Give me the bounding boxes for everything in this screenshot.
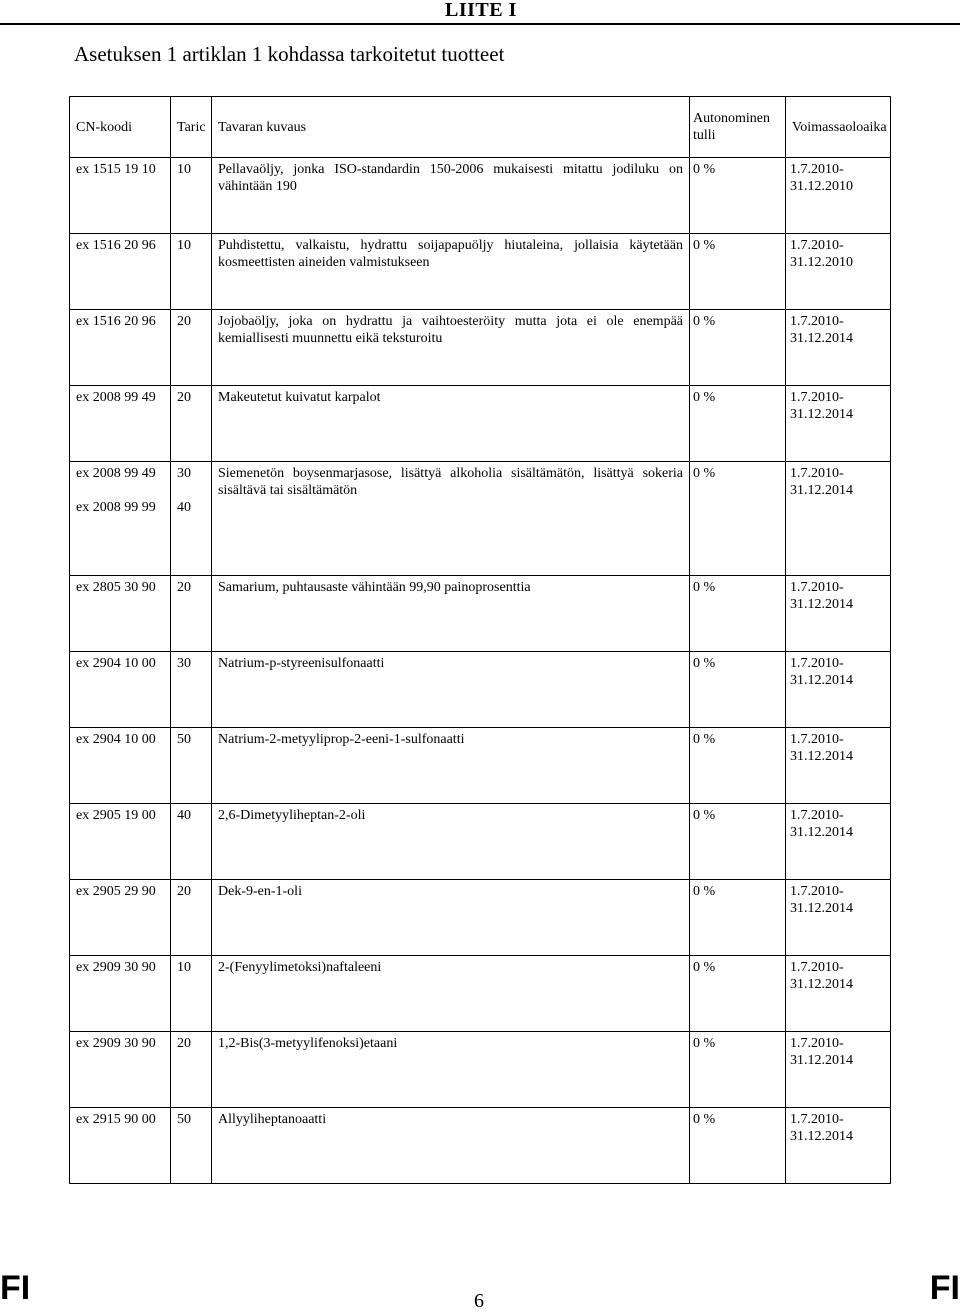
footer-language-right: FI: [929, 1269, 960, 1307]
table-row: [70, 158, 891, 234]
cell-taric: [171, 1108, 212, 1184]
taric-code: 10: [177, 960, 191, 975]
table-row: [70, 386, 891, 462]
cell-autonomous-duty: 0 %: [690, 652, 786, 728]
cn-code: ex 1516 20 96: [76, 238, 156, 253]
cell-autonomous-duty: 0 %: [690, 234, 786, 310]
cell-autonomous-duty: 0 %: [690, 956, 786, 1032]
cell-description: Dek-9-en-1-oli: [212, 880, 690, 956]
cn-code: ex 1516 20 96: [76, 314, 156, 329]
annex-title: LIITE I: [445, 0, 517, 21]
taric-code: 20: [177, 1036, 191, 1051]
cell-validity: 1.7.2010-31.12.2014: [786, 956, 891, 1032]
cell-taric: [171, 652, 212, 728]
header-autonomous-duty: Autonominen tulli: [690, 97, 786, 158]
cn-code: ex 2904 10 00: [76, 656, 156, 671]
cell-validity: 1.7.2010-31.12.2014: [786, 804, 891, 880]
cell-autonomous-duty: 0 %: [690, 1108, 786, 1184]
cell-taric: [171, 462, 212, 576]
cell-description: Samarium, puhtausaste vähintään 99,90 painoprosenttia: [212, 576, 690, 652]
table-row: [70, 462, 891, 576]
cn-code: ex 2905 29 90: [76, 884, 156, 899]
cell-autonomous-duty: 0 %: [690, 576, 786, 652]
taric-code: 10: [177, 162, 191, 177]
table-row: [70, 234, 891, 310]
header-taric: Taric: [171, 97, 212, 158]
header-cn-code: CN-koodi: [70, 97, 171, 158]
cell-taric: [171, 576, 212, 652]
header-validity: Voimassaoloaika: [786, 97, 891, 158]
cn-code: ex 2008 99 99: [76, 500, 156, 515]
cell-autonomous-duty: 0 %: [690, 310, 786, 386]
taric-code: 20: [177, 580, 191, 595]
cell-validity: 1.7.2010-31.12.2014: [786, 576, 891, 652]
document-heading: Asetuksen 1 artiklan 1 kohdassa tarkoitetut tuotteet: [74, 42, 505, 66]
products-table: [69, 96, 891, 1184]
cn-code: ex 2909 30 90: [76, 960, 156, 975]
cn-code: ex 2904 10 00: [76, 732, 156, 747]
taric-code: 30: [177, 656, 191, 671]
cell-autonomous-duty: 0 %: [690, 386, 786, 462]
cell-autonomous-duty: 0 %: [690, 462, 786, 576]
cell-description: Siemenetön boysenmarjasose, lisättyä alkoholia sisältämätön, lisättyä sokeria sisältävä tai sisältämätön: [212, 462, 690, 576]
taric-code: 10: [177, 238, 191, 253]
cell-validity: 1.7.2010-31.12.2014: [786, 386, 891, 462]
cell-autonomous-duty: 0 %: [690, 1032, 786, 1108]
annex-title-rule: [0, 23, 960, 25]
cell-cn-code: [70, 310, 171, 386]
cell-validity: 1.7.2010-31.12.2010: [786, 158, 891, 234]
cell-description: 2-(Fenyylimetoksi)naftaleeni: [212, 956, 690, 1032]
cn-code: ex 2008 99 49: [76, 390, 156, 405]
page-number: 6: [474, 1290, 484, 1312]
cn-code: ex 2909 30 90: [76, 1036, 156, 1051]
cell-description: Natrium-2-metyyliprop-2-eeni-1-sulfonaatti: [212, 728, 690, 804]
cell-description: 1,2-Bis(3-metyylifenoksi)etaani: [212, 1032, 690, 1108]
taric-code: 50: [177, 732, 191, 747]
table-row: [70, 956, 891, 1032]
cell-taric: [171, 234, 212, 310]
header-description: Tavaran kuvaus: [212, 97, 690, 158]
cn-code: ex 2008 99 49: [76, 466, 156, 481]
cell-cn-code: [70, 1108, 171, 1184]
table-row: [70, 1108, 891, 1184]
taric-code: 50: [177, 1112, 191, 1127]
cell-taric: [171, 386, 212, 462]
cell-cn-code: [70, 1032, 171, 1108]
cell-taric: [171, 728, 212, 804]
cell-taric: [171, 956, 212, 1032]
cell-cn-code: [70, 158, 171, 234]
cell-autonomous-duty: 0 %: [690, 804, 786, 880]
footer-language-left: FI: [0, 1269, 31, 1307]
cell-autonomous-duty: 0 %: [690, 158, 786, 234]
table-row: [70, 804, 891, 880]
cell-validity: 1.7.2010-31.12.2014: [786, 462, 891, 576]
cell-description: Jojobaöljy, joka on hydrattu ja vaihtoesteröity mutta jota ei ole enempää kemiallisesti muunnettu eikä teksturoitu: [212, 310, 690, 386]
cell-cn-code: [70, 728, 171, 804]
cell-description: Natrium-p-styreenisulfonaatti: [212, 652, 690, 728]
table-row: [70, 728, 891, 804]
cell-cn-code: [70, 462, 171, 576]
table-body: [70, 158, 891, 1184]
cell-cn-code: [70, 956, 171, 1032]
cell-validity: 1.7.2010-31.12.2010: [786, 234, 891, 310]
cell-description: Pellavaöljy, jonka ISO-standardin 150-2006 mukaisesti mitattu jodiluku on vähintään 190: [212, 158, 690, 234]
cell-validity: 1.7.2010-31.12.2014: [786, 1108, 891, 1184]
table-header-row: [70, 97, 891, 158]
cell-validity: 1.7.2010-31.12.2014: [786, 652, 891, 728]
taric-code: 30: [177, 466, 191, 481]
cell-description: Allyyliheptanoaatti: [212, 1108, 690, 1184]
cell-autonomous-duty: 0 %: [690, 880, 786, 956]
table-row: [70, 576, 891, 652]
table-row: [70, 652, 891, 728]
cn-code: ex 2805 30 90: [76, 580, 156, 595]
cell-autonomous-duty: 0 %: [690, 728, 786, 804]
taric-code: 20: [177, 390, 191, 405]
table-row: [70, 310, 891, 386]
cell-description: 2,6-Dimetyyliheptan-2-oli: [212, 804, 690, 880]
taric-code: 20: [177, 884, 191, 899]
cell-description: Puhdistettu, valkaistu, hydrattu soijapapuöljy hiutaleina, jollaisia käytetään kosmeettisten aineiden valmistukseen: [212, 234, 690, 310]
cell-taric: [171, 1032, 212, 1108]
cell-taric: [171, 880, 212, 956]
cell-cn-code: [70, 386, 171, 462]
cn-code: ex 2915 90 00: [76, 1112, 156, 1127]
cell-validity: 1.7.2010-31.12.2014: [786, 310, 891, 386]
cell-description: Makeutetut kuivatut karpalot: [212, 386, 690, 462]
cn-code: ex 2905 19 00: [76, 808, 156, 823]
cell-taric: [171, 158, 212, 234]
cell-cn-code: [70, 652, 171, 728]
cell-validity: 1.7.2010-31.12.2014: [786, 1032, 891, 1108]
cell-cn-code: [70, 576, 171, 652]
taric-code: 40: [177, 500, 191, 515]
cell-cn-code: [70, 234, 171, 310]
cell-validity: 1.7.2010-31.12.2014: [786, 728, 891, 804]
table-row: [70, 880, 891, 956]
cn-code: ex 1515 19 10: [76, 162, 156, 177]
cell-cn-code: [70, 880, 171, 956]
cell-taric: [171, 310, 212, 386]
cell-taric: [171, 804, 212, 880]
cell-validity: 1.7.2010-31.12.2014: [786, 880, 891, 956]
table-row: [70, 1032, 891, 1108]
cell-cn-code: [70, 804, 171, 880]
taric-code: 20: [177, 314, 191, 329]
taric-code: 40: [177, 808, 191, 823]
